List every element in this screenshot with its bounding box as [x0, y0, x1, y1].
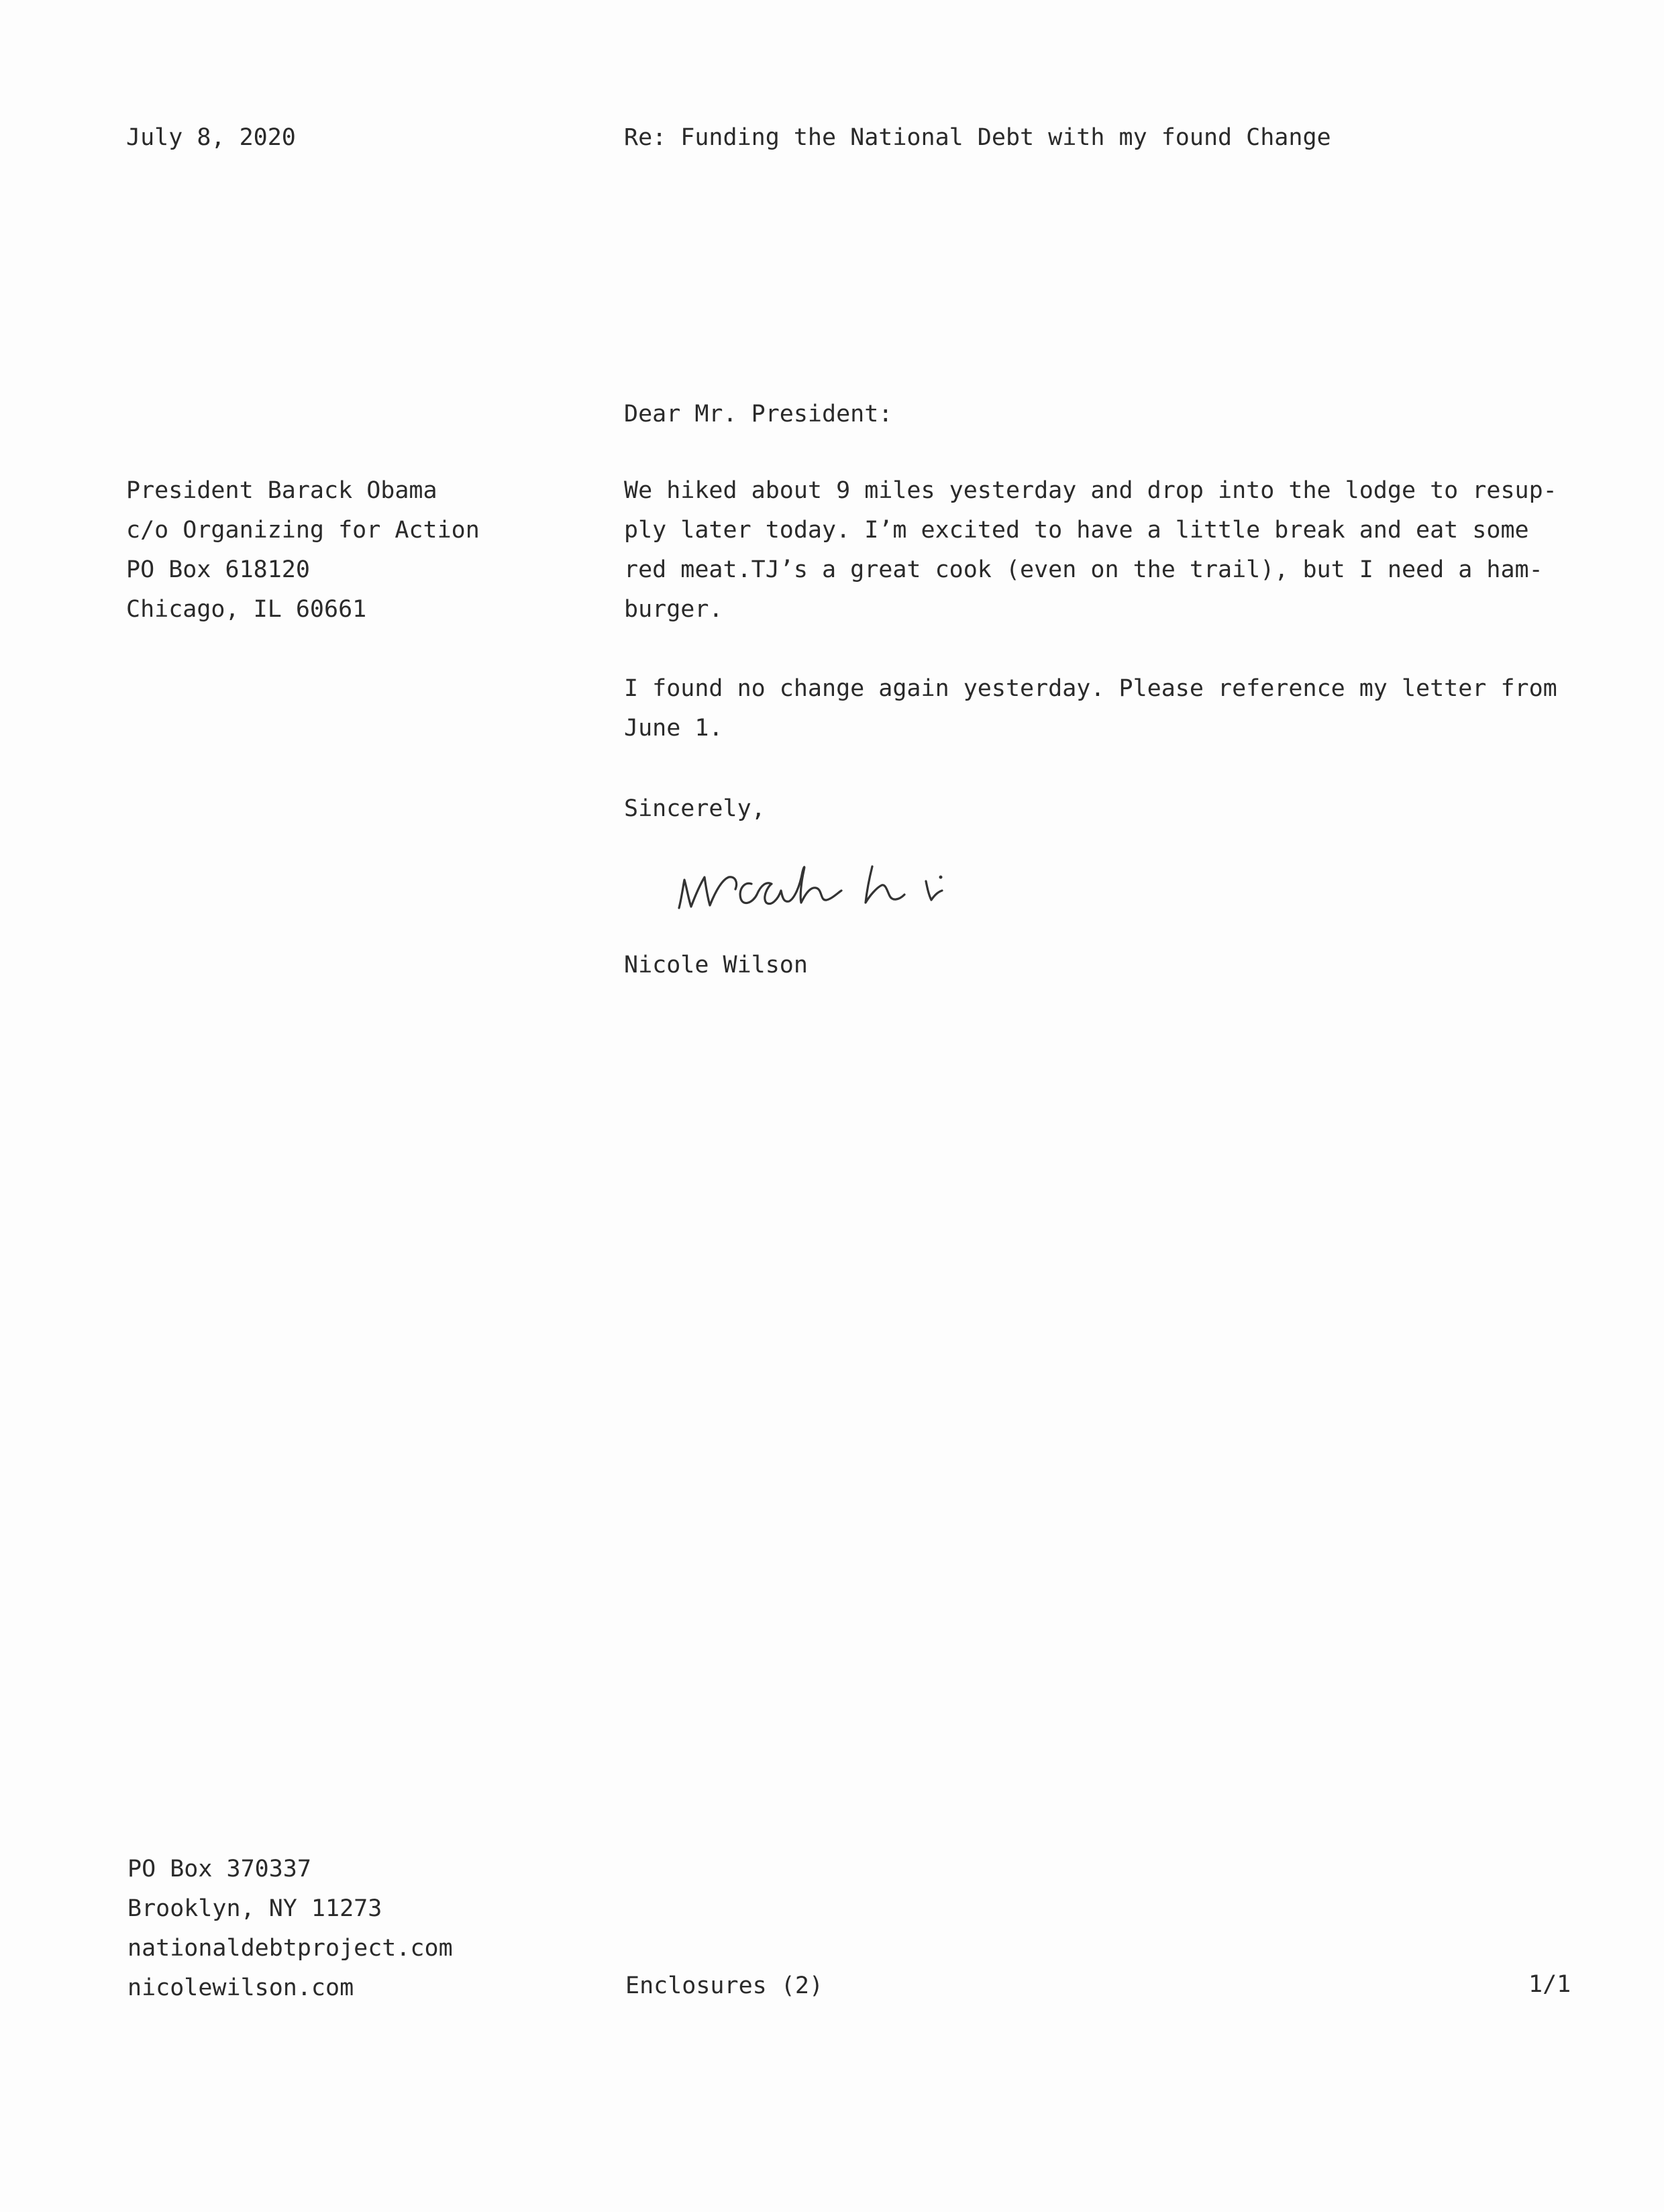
- paragraph-line: We hiked about 9 miles yesterday and drop into the lodge to resup-: [624, 477, 1557, 504]
- sender-city: Brooklyn, NY 11273: [127, 1895, 382, 1922]
- recipient-street: PO Box 618120: [126, 556, 310, 583]
- recipient-org: c/o Organizing for Action: [126, 517, 480, 544]
- page-number: 1/1: [1528, 1971, 1571, 1998]
- sender-website-1: nationaldebtproject.com: [127, 1935, 453, 1962]
- sender-street: PO Box 370337: [127, 1856, 311, 1882]
- signer-name: Nicole Wilson: [624, 952, 808, 978]
- salutation: Dear Mr. President:: [624, 401, 893, 428]
- signature-icon: [671, 842, 1006, 923]
- paragraph-line: ply later today. I’m excited to have a little break and eat some: [624, 517, 1529, 544]
- recipient-name: President Barack Obama: [126, 477, 437, 504]
- paragraph-line: I found no change again yesterday. Please reference my letter from: [624, 675, 1557, 702]
- recipient-city: Chicago, IL 60661: [126, 596, 367, 623]
- handwritten-signature: [671, 842, 1006, 923]
- body-paragraph-2: [624, 669, 1557, 748]
- recipient-address: [126, 471, 480, 630]
- paragraph-line: red meat.TJ’s a great cook (even on the trail), but I need a ham-: [624, 556, 1543, 583]
- sender-address: [127, 1850, 453, 2008]
- enclosures-note: Enclosures (2): [625, 1972, 824, 1999]
- paragraph-line: June 1.: [624, 715, 723, 742]
- sender-website-2: nicolewilson.com: [127, 1974, 354, 2001]
- paragraph-line: burger.: [624, 596, 723, 623]
- body-paragraph-1: [624, 471, 1557, 630]
- letter-date: July 8, 2020: [126, 124, 296, 151]
- closing: Sincerely,: [624, 795, 766, 822]
- letter-subject: Re: Funding the National Debt with my found Change: [624, 124, 1331, 151]
